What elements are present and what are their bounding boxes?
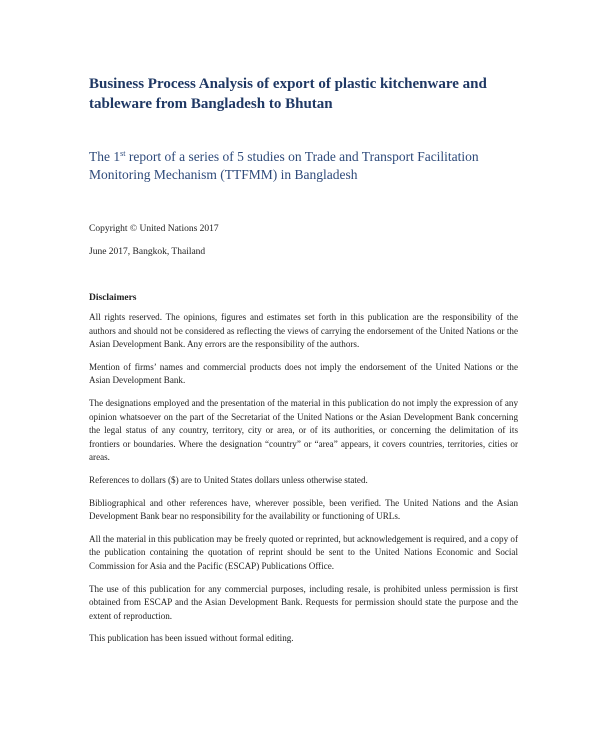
publication-date-place: June 2017, Bangkok, Thailand: [89, 247, 206, 257]
document-subtitle: [89, 148, 529, 184]
disclaimer-paragraph: References to dollars ($) are to United States dollars unless otherwise stated.: [89, 474, 368, 485]
disclaimer-paragraph: The use of this publication for any commercial purposes, including resale, is prohibited unless permission is first obtained from ESCAP and the Asian Development Bank. Requests for permission should state the purpose and the extent of reproduction.: [89, 583, 518, 621]
disclaimers-section: [89, 311, 518, 655]
document-title: Business Process Analysis of export of plastic kitchenware and tableware from Bangladesh to Bhutan: [89, 76, 487, 112]
disclaimer-paragraph: All the material in this publication may be freely quoted or reprinted, but acknowledgement is required, and a copy of the publication containing the quotation of reprint should be sent to the United Nations Economic and Social Commission for Asia and the Pacific (ESCAP) Publications Office.: [89, 533, 518, 571]
copyright-notice: Copyright © United Nations 2017: [89, 224, 219, 234]
disclaimer-paragraph: Bibliographical and other references have, wherever possible, been verified. The United Nations and the Asian Development Bank bear no responsibility for the availability or functioning of URLs.: [89, 497, 518, 522]
subtitle-prefix: The 1: [89, 149, 121, 164]
disclaimer-paragraph: All rights reserved. The opinions, figures and estimates set forth in this publication are the responsibility of the authors and should not be considered as reflecting the views of carrying the endorsement of the United Nations or the Asian Development Bank. Any errors are the responsibility of the authors.: [89, 312, 518, 350]
subtitle-superscript: st: [120, 149, 126, 158]
disclaimers-heading: Disclaimers: [89, 293, 137, 303]
disclaimer-paragraph: This publication has been issued without formal editing.: [89, 633, 294, 644]
disclaimer-paragraph: Mention of firms’ names and commercial products does not imply the endorsement of the United Nations or the Asian Development Bank.: [89, 361, 518, 386]
disclaimer-paragraph: The designations employed and the presentation of the material in this publication do not imply the expression of any opinion whatsoever on the part of the Secretariat of the United Nations or the Asian Development Bank concerning the legal status of any country, territory, city or area, or of its authorities, or concerning the delimitation of its frontiers or boundaries. Where the designation “country” or “area” appears, it covers countries, territories, cities or areas.: [89, 397, 518, 463]
subtitle-suffix: report of a series of 5 studies on Trade and Transport Facilitation Monitoring Mechanism (TTFMM) in Bangladesh: [89, 149, 479, 182]
